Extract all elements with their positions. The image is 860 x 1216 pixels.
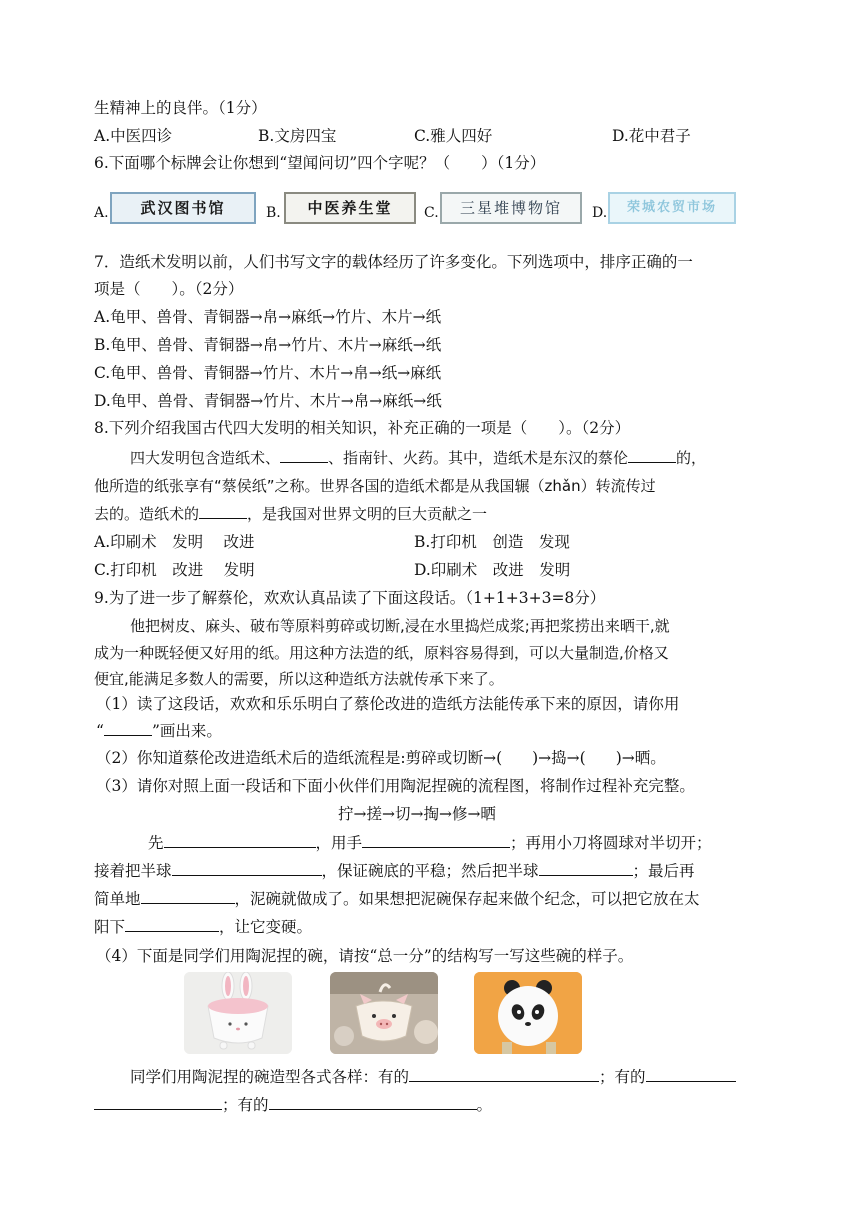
q6-sign-b-label: B. xyxy=(266,205,281,221)
q9-w2: ；有的 xyxy=(222,1096,269,1114)
q9-f1c: ；再用小刀将圆球对半切开； xyxy=(510,834,712,852)
q9-w1b: ；有的 xyxy=(599,1068,646,1086)
q6-stem: 6.下面哪个标牌会让你想到“望闻问切”四个字呢？（ ）（1分） xyxy=(94,154,546,172)
q6-sign-b-plate: 中医养生堂 xyxy=(284,192,416,224)
q9-fill-line-4 xyxy=(94,915,312,939)
bunny-bowl-photo xyxy=(184,972,292,1054)
q8-p1b: 、指南针、火药。其中，造纸术是东汉的蔡伦 xyxy=(328,449,629,467)
q9-sub1-underline-sample xyxy=(104,719,152,736)
q9-fill-blank-6[interactable] xyxy=(125,915,219,932)
q6-sign-a-plate: 武汉图书馆 xyxy=(110,192,256,224)
q9-flow-chart: 拧→搓→切→掏→修→晒 xyxy=(338,805,496,823)
q9-f4a: 阳下 xyxy=(94,918,126,936)
q9-f2a: 接着把半球 xyxy=(94,862,172,880)
q9-f3a: 简单地 xyxy=(94,890,141,908)
q5-option-c: C.雅人四好 xyxy=(414,127,493,145)
q7-option-a: A.龟甲、兽骨、青铜器→帛→麻纸→竹片、木片→纸 xyxy=(94,308,442,326)
q9-w1a: 同学们用陶泥捏的碗造型各式各样：有的 xyxy=(130,1068,410,1086)
panda-bowl-photo xyxy=(474,972,582,1054)
q8-passage-line-2: 他所造的纸张享有“蔡侯纸”之称。世界各国的造纸术都是从我国辗（zhǎn）转流传过 xyxy=(94,477,656,495)
q9-fill-blank-5[interactable] xyxy=(141,887,235,904)
q9-f2c: ；最后再 xyxy=(632,862,695,880)
q5-option-d: D.花中君子 xyxy=(612,127,691,145)
q8-p1c: 的， xyxy=(676,449,707,467)
q9-sub1-quote-open: “ xyxy=(96,722,104,740)
q7-option-b: B.龟甲、兽骨、青铜器→帛→竹片、木片→麻纸→纸 xyxy=(94,336,442,354)
q6-sign-c xyxy=(424,192,584,226)
q9-w2end: 。 xyxy=(476,1096,493,1114)
q9-sub4: （4）下面是同学们用陶泥捏的碗，请按“总一分”的结构写一写这些碗的样子。 xyxy=(96,947,634,965)
q9-f1b: ，用手 xyxy=(315,834,363,852)
q9-write-blank-2b[interactable] xyxy=(94,1093,222,1110)
q9-para-line-3: 便宜,能满足多数人的需要，所以这种造纸方法就传承下来了。 xyxy=(94,670,504,688)
q8-p3b: ，是我国对世界文明的巨大贡献之一 xyxy=(247,505,488,523)
q9-fill-line-3 xyxy=(94,887,700,911)
q9-f3b: ，泥碗就做成了。如果想把泥碗保存起来做个纪念，可以把它放在太 xyxy=(234,890,700,908)
q6-sign-d-label: D. xyxy=(592,205,608,221)
q9-write-line-2 xyxy=(94,1093,492,1117)
q9-para-line-1: 他把树皮、麻头、破布等原料剪碎或切断,浸在水里捣烂成浆;再把浆捞出来晒干,就 xyxy=(130,617,670,635)
q9-sub1-quote-close: ”画出来。 xyxy=(151,722,222,740)
q9-sub1-line-2 xyxy=(96,719,222,743)
q9-sub1-line-1: （1）读了这段话，欢欢和乐乐明白了蔡伦改进的造纸方法能传承下来的原因，请你用 xyxy=(96,695,680,713)
q9-fill-blank-2[interactable] xyxy=(362,831,510,848)
q9-sub2-c: )→晒。 xyxy=(615,749,666,767)
q9-fill-blank-3[interactable] xyxy=(172,859,322,876)
q9-write-blank-1[interactable] xyxy=(409,1065,599,1082)
q6-sign-b xyxy=(266,192,418,226)
q8-option-d: D.印刷术 改进 发明 xyxy=(414,561,571,579)
q9-sub3: （3）请你对照上面一段话和下面小伙伴们用陶泥捏碗的流程图，将制作过程补充完整。 xyxy=(96,777,695,795)
q9-sub2-b: )→捣→( xyxy=(532,749,586,767)
q8-stem: 8.下列介绍我国古代四大发明的相关知识，补充正确的一项是（ ）。（2分） xyxy=(94,419,631,437)
q8-blank-1[interactable] xyxy=(280,446,328,463)
q6-sign-c-plate: 三星堆博物馆 xyxy=(440,192,582,224)
q9-f1a: 先 xyxy=(148,834,164,852)
q8-passage-line-3 xyxy=(94,502,487,526)
q8-p1a: 四大发明包含造纸术、 xyxy=(130,449,281,467)
q7-option-c: C.龟甲、兽骨、青铜器→竹片、木片→帛→纸→麻纸 xyxy=(94,364,442,382)
q8-option-a: A.印刷术 发明 改进 xyxy=(94,533,255,551)
q9-f4b: ，让它变硬。 xyxy=(219,918,313,936)
q9-sub2-a: （2）你知道蔡伦改进造纸术后的造纸流程是:剪碎或切断→( xyxy=(96,749,503,767)
q6-sign-d xyxy=(592,192,738,226)
q9-write-blank-3[interactable] xyxy=(269,1093,477,1110)
q9-fill-line-2 xyxy=(94,859,695,883)
q9-para-line-2: 成为一种既轻便又好用的纸。用这种方法造的纸，原料容易得到，可以大量制造,价格又 xyxy=(94,644,669,662)
q9-fill-blank-1[interactable] xyxy=(164,831,316,848)
q8-option-c: C.打印机 改进 发明 xyxy=(94,561,255,579)
q6-sign-a xyxy=(94,192,258,226)
q8-passage-line-1 xyxy=(130,446,706,470)
q7-option-d: D.龟甲、兽骨、青铜器→竹片、木片→帛→麻纸→纸 xyxy=(94,392,442,410)
q9-f2b: ，保证碗底的平稳；然后把半球 xyxy=(321,862,539,880)
q5-option-b: B.文房四宝 xyxy=(258,127,337,145)
q9-sub2 xyxy=(96,746,666,770)
q6-sign-c-label: C. xyxy=(424,205,439,221)
q5-tail: 生精神上的良伴。（1分） xyxy=(94,99,267,117)
q9-fill-line-1 xyxy=(148,831,712,855)
q8-blank-2[interactable] xyxy=(628,446,676,463)
q8-p3a: 去的。造纸术的 xyxy=(94,505,200,523)
q7-stem-1: 7．造纸术发明以前，人们书写文字的载体经历了许多变化。下列选项中，排序正确的一 xyxy=(94,253,693,271)
piggy-bowl-photo xyxy=(330,972,438,1054)
q9-write-line-1 xyxy=(130,1065,736,1089)
q8-blank-3[interactable] xyxy=(199,502,247,519)
q7-stem-2: 项是（ ）。（2分） xyxy=(94,280,244,298)
q8-option-b: B.打印机 创造 发现 xyxy=(414,533,570,551)
q6-sign-a-label: A. xyxy=(94,205,109,221)
q5-option-a: A.中医四诊 xyxy=(94,127,173,145)
q6-sign-d-plate: 荣城农贸市场 xyxy=(608,192,736,224)
q9-fill-blank-4[interactable] xyxy=(539,859,633,876)
q9-stem: 9.为了进一步了解蔡伦，欢欢认真品读了下面这段话。（1+1+3+3=8分） xyxy=(94,589,606,607)
q9-write-blank-2a[interactable] xyxy=(646,1065,736,1082)
